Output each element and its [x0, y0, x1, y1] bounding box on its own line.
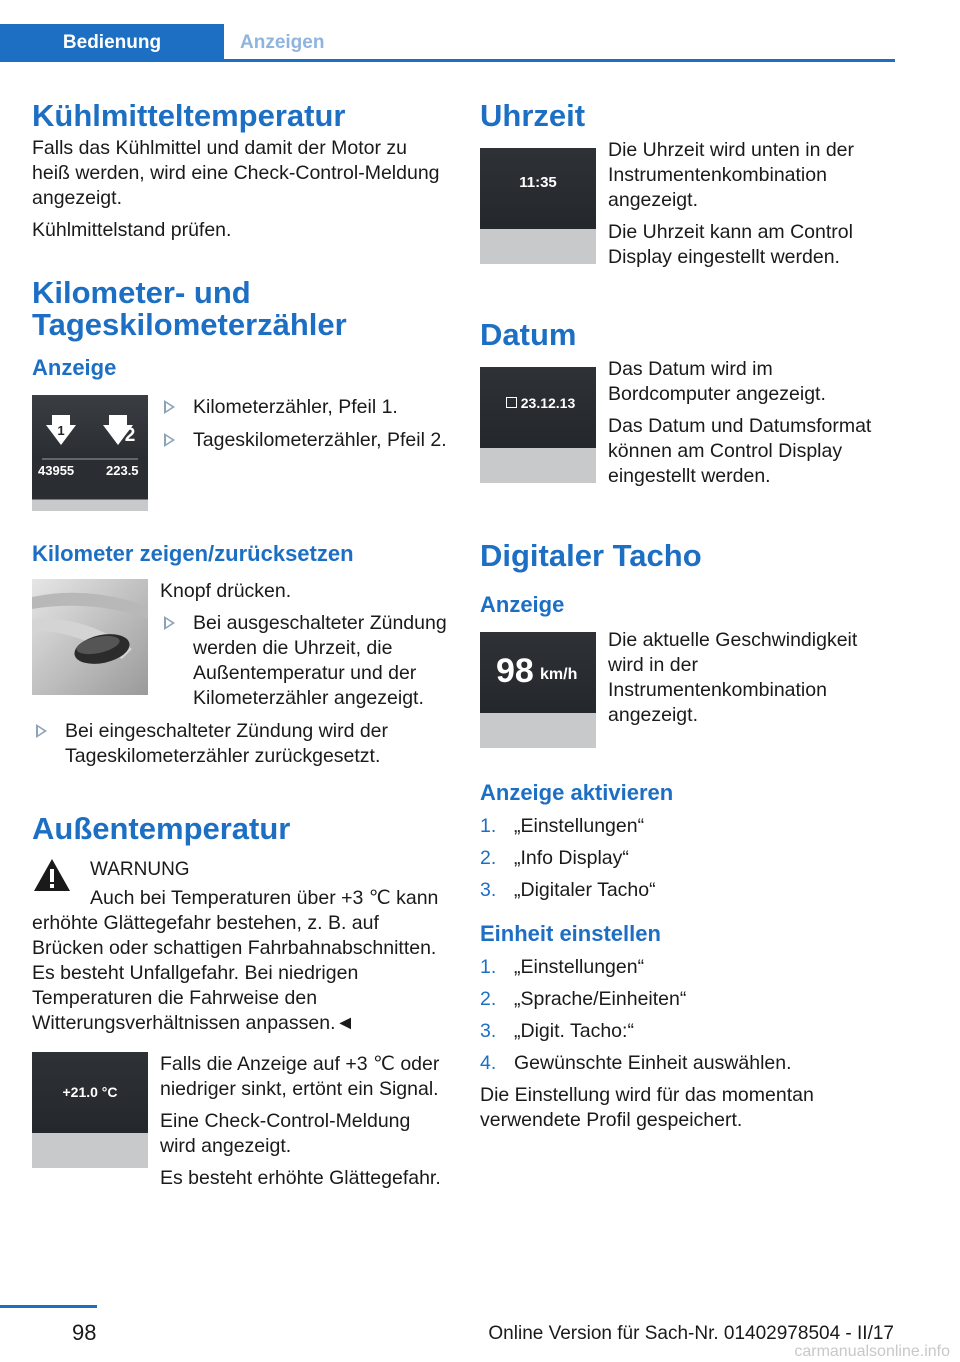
list-item: Kilometerzähler, Pfeil 1.: [160, 395, 450, 420]
reset-knob-graphic: [32, 579, 148, 695]
subtitle-zeigen: Kilometer zeigen/zurücksetzen: [32, 541, 354, 566]
aussen-text-3: Es besteht erhöhte Glättegefahr.: [160, 1167, 441, 1189]
section-title-aussentemperatur: Außentemperatur: [32, 811, 291, 846]
warning-label: WARNUNG: [90, 859, 190, 880]
subtitle-anzeige-tacho: Anzeige: [480, 592, 565, 617]
section-title-datum: Datum: [480, 317, 577, 352]
footer-rule: [0, 1305, 97, 1308]
odometer-image: [32, 395, 148, 511]
outside-temp-image: [32, 1052, 148, 1168]
section-title-tacho: Digitaler Tacho: [480, 538, 702, 573]
einheit-text-1: Die Einstellung wird für das momentan verwendete Profil gespeichert.: [480, 1084, 814, 1131]
tacho-text-1: Die aktuelle Geschwindigkeit wird in der Instrumentenkombination angezeigt.: [608, 629, 858, 726]
speed-value: 98: [496, 652, 534, 690]
left-column: [32, 100, 450, 1198]
clock-image: [480, 148, 596, 264]
section-title-kuehlmittel: Kühlmitteltemperatur: [32, 98, 346, 133]
arrow-1-label: 1: [57, 423, 65, 438]
subtitle-anzeige-km: Anzeige: [32, 355, 117, 380]
list-item: 4. Gewünschte Einheit auswählen.: [480, 1052, 792, 1074]
chapter-header: [0, 24, 895, 62]
subtitle-aktivieren: Anzeige aktivieren: [480, 780, 674, 805]
aussen-text-2: Eine Check-Control-Meldung wird angezeigt.: [160, 1110, 411, 1157]
right-column: [480, 100, 895, 1140]
clock-value: 11:35: [519, 174, 557, 191]
uhrzeit-text-1: Die Uhrzeit wird unten in der Instrumentenkombination angezeigt.: [608, 139, 855, 211]
warning-icon: [32, 857, 72, 893]
section-title-kilometer: Kilometer- und Tageskilometerzähler: [32, 275, 347, 342]
warning-text: Auch bei Temperaturen über +3 ℃ kann erhöhte Glättegefahr bestehen, z. B. auf Brücken oder schattigen Fahrbahnabschnitten. Es besteht Unfallgefahr. Bei niedrigen Temperaturen die Fahrweise den Witterungsverhältnissen anpassen.◄: [32, 887, 439, 1034]
kuehl-text-1: Falls das Kühlmittel und damit der Motor zu heiß werden, wird eine Check-Control-Meldung angezeigt.: [32, 137, 440, 209]
list-item: 2. „Sprache/Einheiten“: [480, 988, 687, 1010]
list-item: 1. „Einstellungen“: [480, 956, 645, 978]
subtitle-einheit: Einheit einstellen: [480, 921, 661, 946]
list-item: 3. „Digitaler Tacho“: [480, 879, 656, 901]
arrow-2-label: 2: [124, 425, 136, 446]
odometer-graphic: [32, 395, 148, 511]
zeigen-text-1: Knopf drücken.: [160, 580, 292, 602]
speed-image: [480, 632, 596, 748]
date-image: [480, 367, 596, 483]
list-item: Bei eingeschalteter Zündung wird der Tageskilometerzähler zurückgesetzt.: [32, 719, 450, 769]
datum-text-1: Das Datum wird im Bordcomputer angezeigt.: [608, 358, 826, 405]
list-item: 2. „Info Display“: [480, 847, 629, 869]
section-title-uhrzeit: Uhrzeit: [480, 98, 586, 133]
page-number: 98: [72, 1320, 97, 1345]
tab-bedienung[interactable]: Bedienung: [0, 24, 224, 62]
list-item: 3. „Digit. Tacho:“: [480, 1020, 634, 1042]
aussen-text-1: Falls die Anzeige auf +3 ℃ oder niedriger sinkt, ertönt ein Signal.: [160, 1053, 440, 1100]
outside-temp-value: +21.0 °C: [62, 1084, 118, 1100]
date-value: 23.12.13: [520, 395, 576, 411]
header-rule: [0, 59, 895, 62]
list-item: Bei ausgeschalteter Zündung werden die Uhrzeit, die Außentemperatur und der Kilometerzähler angezeigt.: [160, 611, 450, 711]
trip-value: 223.5: [106, 463, 139, 478]
list-item: 1. „Einstellungen“: [480, 815, 645, 837]
odometer-value: 43955: [38, 463, 75, 478]
speed-unit: km/h: [540, 666, 578, 683]
reset-button-image: [32, 579, 148, 695]
datum-text-2: Das Datum und Datumsformat können am Control Display eingestellt werden.: [608, 415, 872, 487]
list-item: Tageskilometerzähler, Pfeil 2.: [160, 428, 450, 453]
uhrzeit-text-2: Die Uhrzeit kann am Control Display eingestellt werden.: [608, 221, 853, 268]
footer-version: Online Version für Sach-Nr. 01402978504 - II/17: [488, 1323, 894, 1344]
tab-anzeigen[interactable]: Anzeigen: [240, 32, 325, 53]
watermark: carmanualsonline.info: [794, 1343, 950, 1360]
kuehl-text-2: Kühlmittelstand prüfen.: [32, 219, 232, 241]
